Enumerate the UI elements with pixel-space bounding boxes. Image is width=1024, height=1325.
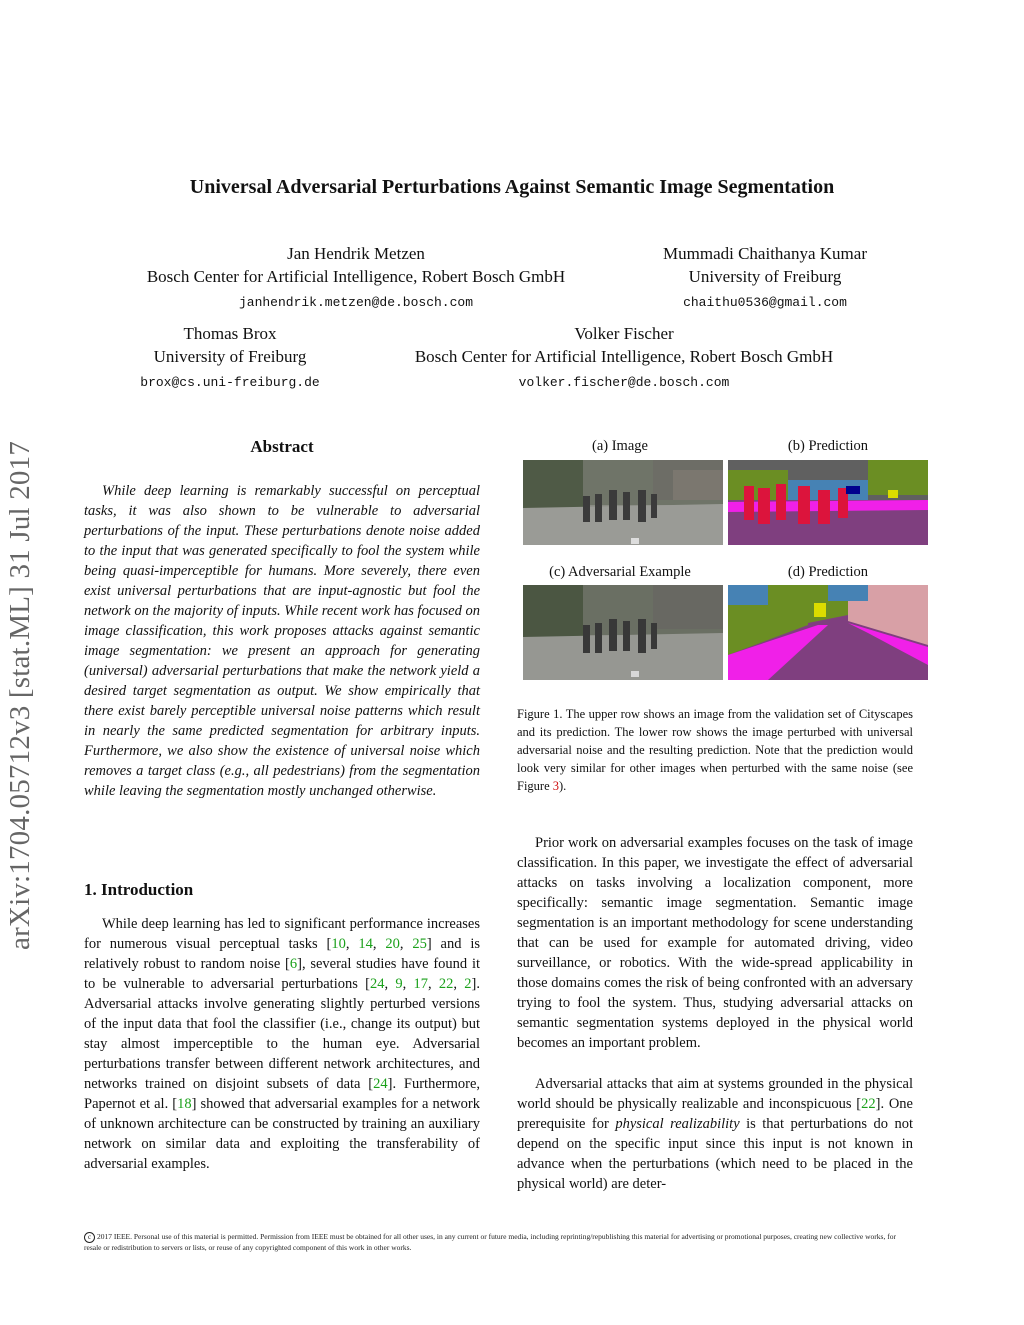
author-email[interactable]: volker.fischer@de.bosch.com	[518, 375, 730, 390]
citation-link[interactable]: 24	[373, 1076, 388, 1092]
figure-label-c: (c) Adversarial Example	[549, 564, 691, 580]
author-block-2	[630, 242, 900, 311]
author-email[interactable]: brox@cs.uni-freiburg.de	[140, 375, 320, 390]
author-block-4	[368, 322, 880, 391]
author-email[interactable]: janhendrik.metzen@de.bosch.com	[238, 295, 474, 310]
citation-link[interactable]: 24	[369, 976, 385, 992]
citation-link[interactable]: 6	[289, 956, 298, 972]
citation-link[interactable]: 20	[385, 936, 400, 952]
author-name: Volker Fischer	[574, 324, 674, 343]
figure-label-a: (a) Image	[592, 438, 648, 454]
author-affiliation: Bosch Center for Artificial Intelligence, Robert Bosch GmbH	[414, 347, 834, 366]
figure-1	[520, 438, 930, 688]
copyright-notice: c 2017 IEEE. Personal use of this material is permitted. Permission from IEEE must be obtained for all other uses, in any current or future media, including reprinting/republishing this material for advertising or promotional purposes, creating new collective works, for resale or redistribution to servers or lists, or reuse of any copyrighted component of this work in other works.	[84, 1232, 896, 1252]
author-name: Jan Hendrik Metzen	[287, 244, 425, 263]
adversarial-image	[523, 585, 723, 680]
author-email[interactable]: chaithu0536@gmail.com	[683, 295, 847, 310]
author-name: Thomas Brox	[183, 324, 277, 343]
adversarial-prediction	[728, 585, 928, 680]
author-name: Mummadi Chaithanya Kumar	[663, 244, 867, 263]
figure-reference-link[interactable]: 3	[552, 779, 560, 793]
author-affiliation: University of Freiburg	[688, 267, 842, 286]
figure-label-d: (d) Prediction	[787, 564, 869, 580]
intro-paragraph-3: Adversarial attacks that aim at systems grounded in the physical world should be physically realizable and inconspicuous [22]. One prerequisite for physical realizability is that perturbations do not depend on the specific input since this input is not known in advance when the perturbations (which need to be placed in the physical world) are deter-	[517, 1076, 913, 1192]
citation-link[interactable]: 22	[861, 1096, 876, 1112]
segmentation-prediction	[728, 460, 928, 545]
author-block-3	[110, 322, 350, 391]
street-scene-image	[523, 460, 723, 545]
citation-link[interactable]: 2	[464, 976, 472, 992]
citation-link[interactable]: 17	[413, 976, 428, 992]
abstract-body: While deep learning is remarkably successful on perceptual tasks, it was also shown to be vulnerable to adversarial perturbations of the input. These perturbations denote noise added to the input that was generated specifically to fool the system while being quasi-imperceptible for humans. More severely, there even exist universal perturbations that are input-agnostic but fool the network on the majority of inputs. While recent work has focused on image classification, this work proposes attacks against semantic image segmentation: we present an approach for generating (universal) adversarial perturbations that make the network yield a desired target segmentation as output. We show empirically that there exist barely perceptible universal noise patterns which result in nearly the same predicted segmentation for arbitrary inputs. Furthermore, we also show the existence of universal noise which removes a target class (e.g., all pedestrians) from the segmentation while leaving the segmentation mostly unchanged otherwise.	[84, 483, 480, 799]
arxiv-identifier: arXiv:1704.05712v3 [stat.ML] 31 Jul 2017	[4, 440, 36, 950]
intro-paragraph-2: Prior work on adversarial examples focuses on the task of image classification. In this paper, we investigate the effect of adversarial attacks on tasks involving a localization component, more specifically: semantic image segmentation. Semantic image segmentation is an important methodology for scene understanding that can be used for example for automated driving, video surveillance, or robotics. With the wide-spread applicability in those domains comes the risk of being confronted with an adversary trying to fool the system. Thus, studying adversarial attacks on semantic segmentation systems deployed in the physical world becomes an important problem.	[517, 835, 913, 1051]
author-affiliation: Bosch Center for Artificial Intelligence, Robert Bosch GmbH	[146, 267, 566, 286]
citation-link[interactable]: 9	[395, 976, 403, 992]
citation-link[interactable]: 25	[412, 936, 427, 952]
author-affiliation: University of Freiburg	[153, 347, 307, 366]
intro-paragraph-1: While deep learning has led to significant performance increases for numerous visual perceptual tasks [10, 14, 20, 25] and is relatively robust to random noise [6], several studies have found it to be vulnerable to adversarial perturbations [24, 9, 17, 22, 2]. Adversarial attacks involve generating slightly perturbed versions of the input data that fool the classifier (i.e., change its output) but stay almost imperceptible to the human eye. Adversarial perturbations transfer between different network architectures, and networks trained on disjoint subsets of data [24]. Furthermore, Papernot et al. [18] showed that adversarial examples for a network of unknown architecture can be constructed by training an auxiliary network on similar data and exploiting the transferability of adversarial examples.	[84, 916, 481, 1172]
introduction-heading: 1. Introduction	[84, 880, 194, 899]
citation-link[interactable]: 18	[177, 1096, 192, 1112]
citation-link[interactable]: 14	[358, 936, 373, 952]
figure-1-caption: Figure 1. The upper row shows an image from the validation set of Cityscapes and its prediction. The lower row shows the image perturbed with universal adversarial noise and the resulting prediction. Note that the prediction would look very similar for other images when perturbed with the same noise (see Figure 3).	[517, 707, 913, 793]
citation-link[interactable]: 22	[438, 976, 454, 992]
author-block-1	[100, 242, 612, 311]
paper-title: Universal Adversarial Perturbations Against Semantic Image Segmentation	[189, 176, 835, 198]
citation-link[interactable]: 10	[331, 936, 346, 952]
abstract-heading: Abstract	[250, 437, 314, 456]
copyright-icon: c	[84, 1232, 95, 1243]
figure-label-b: (b) Prediction	[787, 438, 869, 454]
